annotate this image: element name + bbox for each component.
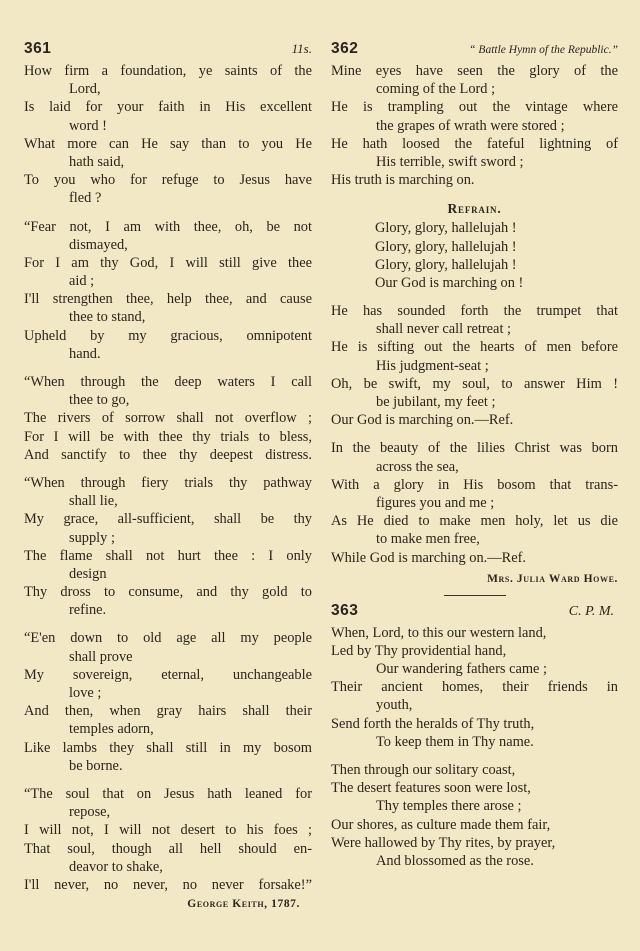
verse-line: While God is marching on.—Ref. (331, 549, 527, 566)
hymn-separator (444, 595, 506, 596)
verse-line: repose, (69, 804, 111, 821)
hymn-meter: C. P. M. (568, 603, 614, 619)
stanza-gap (331, 429, 618, 439)
stanza (24, 373, 312, 464)
verse-line: Thy dross to consume, and thy gold to (24, 584, 312, 601)
verse-line: youth, (376, 697, 413, 714)
verse-line: The desert features soon were lost, (331, 780, 531, 797)
verse-line: shall never call retreat ; (376, 321, 512, 338)
verse-line: across the sea, (376, 458, 459, 475)
verse-line: And sanctify to thee thy deepest distress. (24, 446, 312, 463)
verse-line: In the beauty of the lilies Christ was born (331, 440, 618, 457)
verse-line: His truth is marching on. (331, 172, 475, 189)
stanza (24, 785, 312, 894)
verse-line: When, Lord, to this our western land, (331, 624, 547, 641)
verse-line: Our God is marching on.—Ref. (331, 412, 514, 429)
verse-line: shall lie, (69, 493, 118, 510)
verse-line: Then through our solitary coast, (331, 762, 516, 778)
stanza-gap (331, 751, 618, 761)
right-header (331, 40, 618, 62)
verse-line: Our wandering fathers came ; (376, 661, 548, 678)
hymn-title: “ Battle Hymn of the Republic.” (469, 44, 618, 56)
author-credit: Mrs. Julia Ward Howe. (487, 572, 618, 585)
verse-line: design (69, 565, 107, 582)
verse-line: With a glory in His bosom that trans- (331, 476, 618, 493)
verse-line: That soul, though all hell should en- (24, 840, 312, 857)
verse-line: “When through fiery trials thy pathway (24, 474, 312, 491)
verse-line: hand. (69, 345, 101, 362)
verse-line: And then, when gray hairs shall their (24, 703, 312, 720)
verse-line: thee to stand, (69, 309, 146, 326)
verse-line: Lord, (69, 81, 101, 98)
stanza-gap (331, 292, 618, 302)
hymn-number: 363 (331, 601, 359, 619)
verse-line: shall prove (69, 648, 133, 665)
verse-line: To you who for refuge to Jesus have (24, 172, 312, 189)
right-column (331, 40, 618, 870)
verse-line: And blossomed as the rose. (376, 852, 534, 869)
verse-line: thee to go, (69, 392, 130, 409)
verse-line: word ! (69, 117, 107, 134)
verse-line: His judgment-seat ; (376, 357, 489, 374)
verse-line: He hath loosed the fateful lightning of (331, 135, 618, 152)
refrain-block (331, 219, 618, 292)
verse-line: “Fear not, I am with thee, oh, be not (24, 218, 312, 235)
verse-line: Is laid for your faith in His excellent (24, 99, 312, 116)
verse-line: He is trampling out the vintage where (331, 99, 618, 116)
refrain-line: Glory, glory, hallelujah ! (375, 220, 517, 237)
stanza (331, 624, 618, 751)
hymn-362-stanzas (331, 292, 618, 567)
hymn-meter: 11s. (291, 41, 312, 56)
verse-line: My sovereign, eternal, unchangeable (24, 666, 312, 683)
verse-line: fled ? (69, 190, 102, 207)
verse-line: Send forth the heralds of Thy truth, (331, 715, 535, 732)
verse-line: I'll strengthen thee, help thee, and cause (24, 291, 312, 308)
verse-line: Our shores, as culture made them fair, (331, 816, 551, 833)
verse-line: Thy temples there arose ; (376, 798, 522, 815)
verse-line: supply ; (69, 529, 115, 546)
verse-line: dismayed, (69, 236, 128, 253)
hymn-363-stanzas (331, 624, 618, 870)
hymn-363-header (331, 602, 618, 624)
verse-line: love ; (69, 685, 102, 701)
verse-line: to make men free, (376, 531, 480, 548)
verse-line: “E'en down to old age all my people (24, 630, 312, 647)
hymn-362-stanza-1 (331, 62, 618, 189)
verse-line: Their ancient homes, their friends in (331, 679, 618, 696)
verse-line: He is sifting out the hearts of men before (331, 339, 618, 356)
refrain-line: Our God is marching on ! (375, 274, 524, 291)
verse-line: Were hallowed by Thy rites, by prayer, (331, 834, 556, 851)
stanza (24, 474, 312, 620)
stanza (331, 439, 618, 566)
stanza (24, 629, 312, 775)
verse-line: “When through the deep waters I call (24, 374, 312, 390)
verse-line: For I am thy God, I will still give thee (24, 254, 312, 271)
verse-line: Like lambs they shall still in my bosom (24, 739, 312, 756)
verse-line: Led by Thy providential hand, (331, 642, 507, 659)
refrain-line: Glory, glory, hallelujah ! (375, 256, 517, 273)
verse-line: How firm a foundation, ye saints of the (24, 63, 312, 79)
verse-line: refine. (69, 602, 107, 619)
verse-line: His terrible, swift sword ; (376, 153, 524, 170)
refrain-title: Refrain. (447, 201, 502, 217)
verse-line: Mine eyes have seen the glory of the (331, 63, 618, 79)
verse-line: be borne. (69, 757, 123, 774)
hymn-361-stanzas (24, 62, 312, 894)
author-credit: George Keith, 1787. (187, 898, 300, 911)
verse-line: He has sounded forth the trumpet that (331, 303, 618, 320)
verse-line: the grapes of wrath were stored ; (376, 117, 565, 134)
stanza (331, 761, 618, 870)
left-column (24, 40, 312, 914)
stanza-gap (24, 464, 312, 474)
verse-line: The flame shall not hurt thee : I only (24, 547, 312, 564)
verse-line: hath said, (69, 153, 125, 170)
verse-line: What more can He say than to you He (24, 135, 312, 152)
stanza-gap (24, 619, 312, 629)
verse-line: Upheld by my gracious, omnipotent (24, 327, 312, 344)
verse-line: be jubilant, my feet ; (376, 394, 496, 410)
hymn-number: 361 (24, 40, 52, 57)
verse-line: Oh, be swift, my soul, to answer Him ! (331, 375, 618, 392)
verse-line: For I will be with thee thy trials to bless, (24, 428, 312, 445)
stanza (24, 62, 312, 208)
stanza-gap (24, 208, 312, 218)
verse-line: As He died to make men holy, let us die (331, 513, 618, 530)
verse-line: I will not, I will not desert to his foes ; (24, 822, 312, 839)
verse-line: aid ; (69, 273, 95, 290)
stanza-gap (331, 189, 618, 199)
verse-line: I'll never, no never, no never forsake!” (24, 876, 312, 893)
verse-line: My grace, all-sufficient, shall be thy (24, 511, 312, 528)
verse-line: deavor to shake, (69, 858, 163, 875)
verse-line: The rivers of sorrow shall not overflow ; (24, 410, 312, 427)
stanza-gap (24, 775, 312, 785)
verse-line: temples adorn, (69, 721, 154, 738)
stanza (24, 218, 312, 364)
verse-line: coming of the Lord ; (376, 81, 496, 98)
verse-line: “The soul that on Jesus hath leaned for (24, 785, 312, 802)
refrain-line: Glory, glory, hallelujah ! (375, 238, 517, 255)
left-header (24, 40, 312, 62)
hymn-number: 362 (331, 40, 359, 57)
verse-line: To keep them in Thy name. (376, 733, 534, 750)
verse-line: figures you and me ; (376, 494, 495, 511)
stanza-gap (24, 363, 312, 373)
stanza (331, 302, 618, 429)
